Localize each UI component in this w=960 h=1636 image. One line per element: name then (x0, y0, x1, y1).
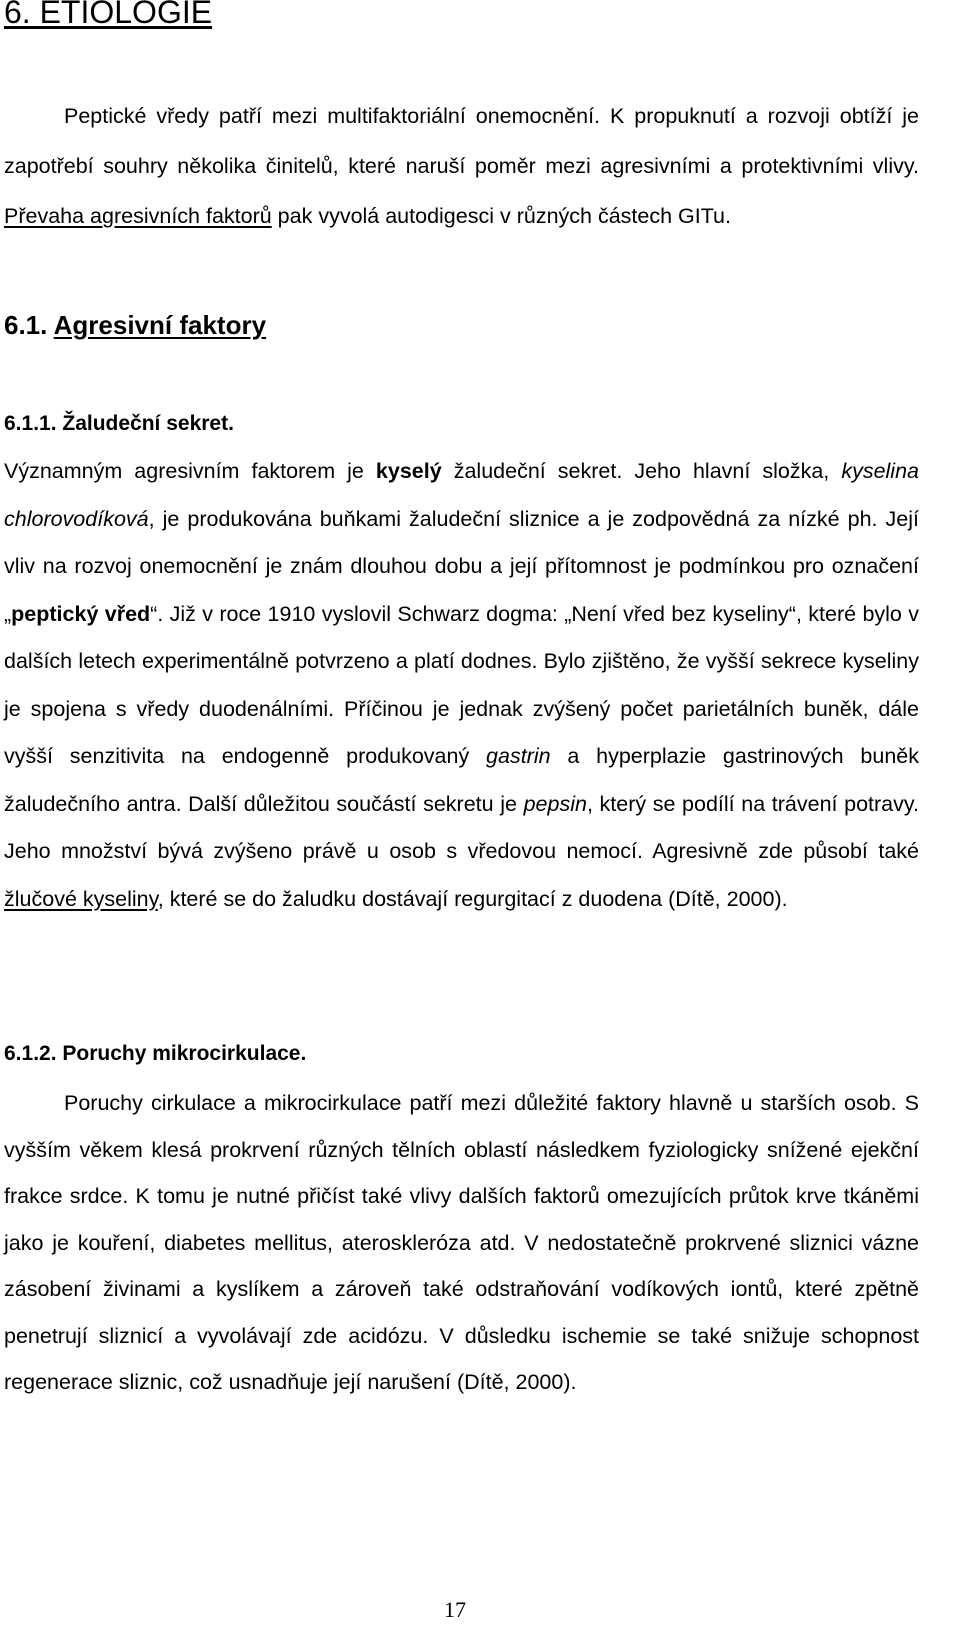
underlined-term-bile-acids: žlučové kyseliny (4, 886, 158, 911)
page-number: 17 (444, 1597, 466, 1622)
section-number: 6.1. (4, 310, 48, 340)
text-run: “. Již v roce 1910 vyslovil Schwarz dogma: „Není vřed bez kyseliny“, které bylo v dalších letech experimentálně potvrzeno a platí dodnes. Bylo zjištěno, že vyšší sekrece kyseliny je spojena s vředy duodenálními. Příčinou je jednak zvýšený počet parietálních buněk, dále vyšší senzitivita na endogenně produkovaný (4, 601, 919, 768)
section-heading-6-1 (4, 310, 266, 341)
microcirculation-paragraph (4, 1080, 919, 1406)
italic-term-hcl: kyselina chlorovodíková (4, 459, 919, 531)
intro-underlined-phrase: Převaha agresivních faktorů (4, 204, 272, 228)
intro-text-3: pak vyvolá autodigesci v různých částech GITu. (271, 204, 731, 228)
text-run: , je produkována buňkami žaludeční sliznice a je zodpovědná za nízké ph. Její vliv na rozvoj onemocnění je znám dlouhou dobu a její přítomnost je podmínkou pro označení „ (4, 506, 919, 626)
bold-term-peptic-ulcer: peptický vřed (11, 601, 151, 626)
chapter-heading: 6. ETIOLOGIE (4, 0, 213, 30)
italic-term-pepsin: pepsin (523, 791, 587, 816)
text-run: a hyperplazie gastrinových buněk žaludečního antra. Další důležitou součástí sekretu je (4, 744, 919, 816)
gastric-secretion-paragraph (4, 448, 919, 923)
section-title: Agresivní faktory (53, 310, 267, 340)
subsection-heading-6-1-2: 6.1.2. Poruchy mikrocirkulace. (4, 1042, 307, 1065)
text-run: žaludeční sekret. Jeho hlavní složka, (441, 459, 842, 483)
microcirculation-text: Poruchy cirkulace a mikrocirkulace patří mezi důležité faktory hlavně u starších osob. S vyšším věkem klesá prokrvení různých tělních oblastí následkem fyziologicky snížené ejekční frakce srdce. K tomu je nutné přičíst také vlivy dalších faktorů omezujících průtok krve tkáněmi jako je kouření, diabetes mellitus, ateroskleróza atd. V nedostatečně prokrvené sliznici vázne zásobení živinami a kyslíkem a zároveň také odstraňování vodíkových iontů, které zpětně penetrují sliznicí a vyvolávají zde acidózu. V důsledku ischemie se také snižuje schopnost regenerace sliznic, což usnadňuje její narušení (Dítě, 2000). (4, 1091, 919, 1394)
text-run: , který se podílí na trávení potravy. Jeho množství bývá zvýšeno právě u osob s vředovou nemocí. Agresivně zde působí také (4, 791, 919, 863)
text-run: Významným agresivním faktorem je (4, 459, 376, 483)
bold-term-kysely: kyselý (375, 459, 442, 483)
text-run: , které se do žaludku dostávají regurgitací z duodena (Dítě, 2000). (157, 886, 788, 911)
intro-text-1: Peptické vředy patří mezi multifaktoriální onemocnění. K propuknutí a rozvoji obtíží je zapotřebí souhry několika činitelů, které naruší poměr mezi agresivními a protektivními vlivy. (4, 104, 919, 178)
subsection-heading-6-1-1: 6.1.1. Žaludeční sekret. (4, 412, 234, 435)
italic-term-gastrin: gastrin (486, 744, 551, 768)
intro-paragraph (4, 91, 919, 241)
